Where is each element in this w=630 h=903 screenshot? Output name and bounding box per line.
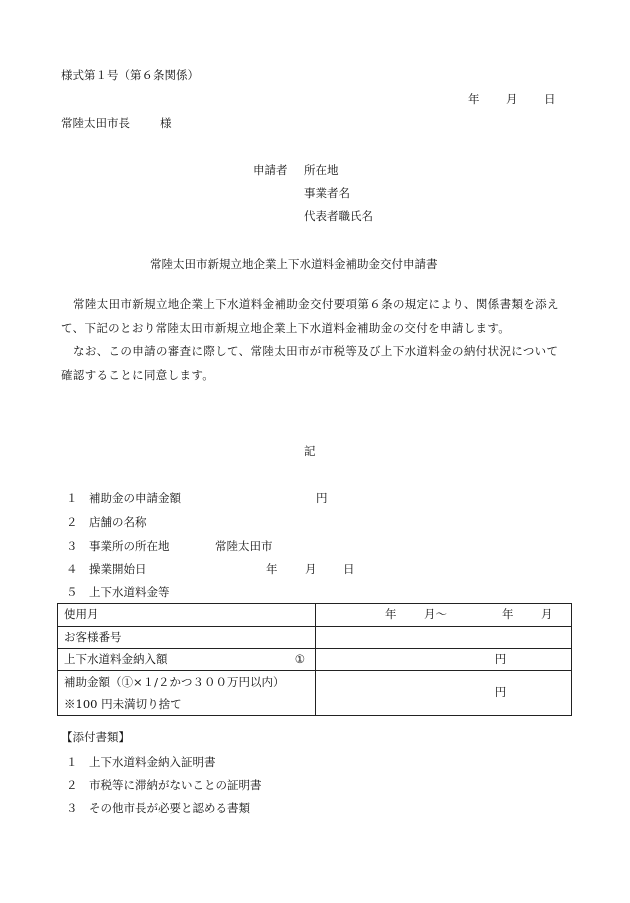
usage-to-year: 年 [502,607,514,621]
subsidy-label: 補助金額（①×１/２かつ３００万円以内） [64,675,285,689]
item-1-unit: 円 [316,491,328,505]
attachment-3-label: その他市長が必要と認める書類 [89,801,250,815]
item-3-number: ３ [66,539,78,553]
date-day-label: 日 [544,92,556,106]
item-1-label: 補助金の申請金額 [89,491,181,505]
paid-amount-mark: ① [294,651,305,666]
addressee: 常陸太田市長 [61,116,130,130]
attachment-1-number: １ [66,755,78,769]
applicant-label: 申請者 [253,163,288,177]
form-number: 様式第１号（第６条関係） [61,68,199,82]
item-5-label: 上下水道料金等 [89,585,170,599]
document-title: 常陸太田市新規立地企業上下水道料金補助金交付申請書 [150,257,438,271]
attachment-2-label: 市税等に滞納がないことの証明書 [89,778,262,792]
usage-from-month: 月～ [424,607,447,621]
item-4-day: 日 [343,562,355,576]
usage-from-year: 年 [385,607,397,621]
fee-table [57,603,572,716]
body-paragraph-2: なお、この申請の審査に際して、常陸太田市が市税等及び上下水道料金の納付状況について確認することに同意します。 [61,344,559,382]
ki-heading: 記 [304,444,316,458]
attachment-3-number: ３ [66,801,78,815]
addressee-honorific: 様 [160,116,172,130]
applicant-business-label: 事業者名 [304,186,350,200]
attachments-heading: 【添付書類】 [61,730,130,744]
subsidy-cell [58,671,316,716]
item-3-label: 事業所の所在地 [89,539,170,553]
attachment-1-label: 上下水道料金納入証明書 [89,755,216,769]
table-row-customer-number [58,627,572,649]
body-text [61,293,561,387]
paid-amount-cell [58,649,316,671]
item-3-value: 常陸太田市 [215,539,273,553]
item-5-number: ５ [66,585,78,599]
usage-month-label: 使用月 [58,604,316,627]
date-month-label: 月 [506,92,518,106]
table-row-paid-amount [58,649,572,671]
subsidy-value[interactable] [316,671,572,716]
paid-amount-label: 上下水道料金納入額 [64,651,168,666]
item-4-month: 月 [305,562,317,576]
table-row-subsidy [58,671,572,716]
applicant-address-label: 所在地 [304,163,339,177]
usage-to-month: 月 [541,607,553,621]
customer-number-label: お客様番号 [58,627,316,649]
item-4-number: ４ [66,562,78,576]
item-2-label: 店舗の名称 [89,515,147,529]
item-4-year: 年 [266,562,278,576]
item-1-number: １ [66,491,78,505]
customer-number-value[interactable] [316,627,572,649]
applicant-representative-label: 代表者職氏名 [304,209,373,223]
attachment-2-number: ２ [66,778,78,792]
usage-month-period [322,604,565,626]
usage-month-value[interactable] [316,604,572,627]
item-2-number: ２ [66,515,78,529]
table-row-usage-month [58,604,572,627]
subsidy-unit: 円 [494,685,507,700]
subsidy-note: ※100 円未満切り捨て [64,697,182,711]
paid-amount-unit: 円 [494,651,507,666]
body-paragraph-1: 常陸太田市新規立地企業上下水道料金補助金交付要項第６条の規定により、関係書類を添えて、下記のとおり常陸太田市新規立地企業上下水道料金補助金の交付を申請します。 [61,297,559,335]
paid-amount-value[interactable] [316,649,572,671]
date-year-label: 年 [468,92,480,106]
item-4-label: 操業開始日 [89,562,147,576]
